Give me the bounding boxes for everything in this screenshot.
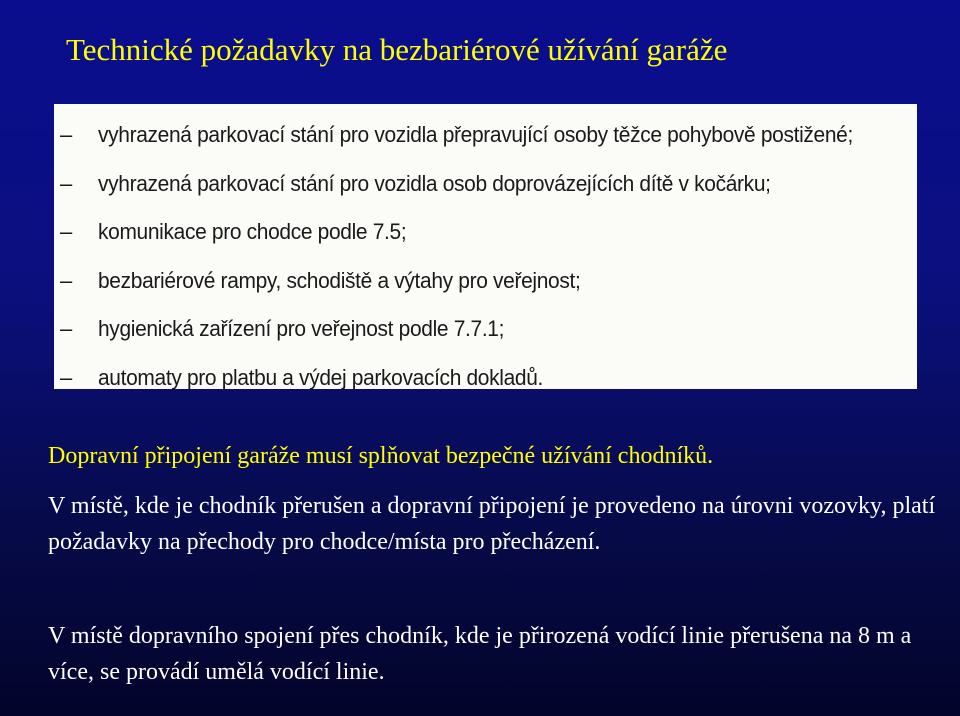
list-item: [54, 208, 917, 257]
dash-bullet-icon: –: [60, 170, 72, 196]
list-item-text: hygienická zařízení pro veřejnost podle 7.7.1;: [98, 316, 505, 342]
paragraph-crossing: V místě, kde je chodník přerušen a dopravní připojení je provedeno na úrovni vozovky, platí požadavky na přechody pro chodce/místa pro přecházení.: [48, 493, 936, 555]
slide-title: Technické požadavky na bezbariérové užívání garáže: [66, 32, 728, 67]
list-item-text: vyhrazená parkovací stání pro vozidla osob doprovázejících dítě v kočárku;: [98, 170, 771, 196]
dash-bullet-icon: –: [60, 364, 72, 390]
paragraph-guide-line: V místě dopravního spojení přes chodník, kde je přirozená vodící linie přerušena na 8 m a více, se provádí umělá vodící linie.: [48, 623, 912, 685]
list-item-text: bezbariérové rampy, schodiště a výtahy pro veřejnost;: [98, 267, 581, 293]
list-item-text: automaty pro platbu a výdej parkovacích dokladů.: [98, 364, 544, 390]
list-item: [54, 257, 917, 306]
dash-bullet-icon: –: [60, 267, 72, 293]
dash-bullet-icon: –: [60, 122, 72, 148]
highlight-statement: Dopravní připojení garáže musí splňovat bezpečné užívání chodníků.: [48, 443, 714, 469]
list-item: [54, 354, 917, 403]
requirements-panel: [54, 104, 917, 389]
dash-bullet-icon: –: [60, 219, 72, 245]
list-item: [54, 160, 917, 209]
list-item-text: komunikace pro chodce podle 7.5;: [98, 219, 407, 245]
list-item-text: vyhrazená parkovací stání pro vozidla přepravující osoby těžce pohybově postižené;: [98, 122, 853, 148]
list-item: [54, 305, 917, 354]
requirements-list: [54, 111, 917, 402]
dash-bullet-icon: –: [60, 316, 72, 342]
list-item: [54, 111, 917, 160]
